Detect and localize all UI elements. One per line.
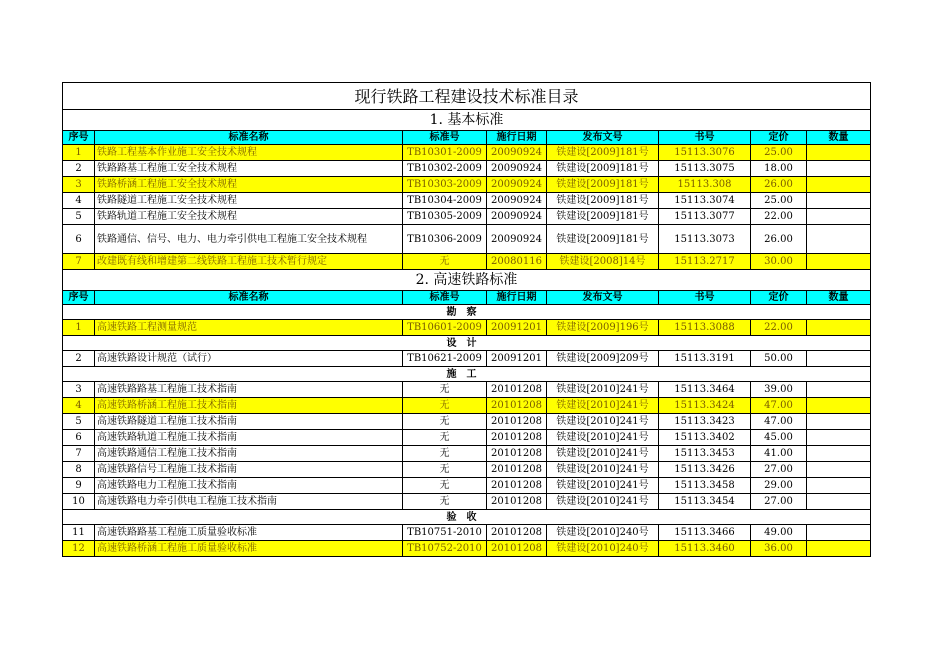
cell-doc[interactable]: 铁建设[2009]181号 [547,225,659,254]
cell-price[interactable]: 45.00 [751,430,807,446]
cell-no[interactable]: 2 [63,351,95,367]
cell-qty[interactable] [807,209,871,225]
cell-code[interactable]: TB10301-2009 [403,145,487,161]
group-label: 验收 [63,510,871,525]
table-row [63,414,871,430]
cell-doc[interactable]: 铁建设[2010]241号 [547,398,659,414]
cell-book[interactable]: 15113.3454 [659,494,751,510]
cell-no[interactable]: 8 [63,462,95,478]
cell-date[interactable]: 20090924 [487,225,547,254]
table-row [63,351,871,367]
section-title-row [63,110,871,131]
table-row [63,193,871,209]
group-label-row [63,510,871,525]
cell-code[interactable]: TB10302-2009 [403,161,487,177]
cell-no[interactable]: 4 [63,398,95,414]
cell-code[interactable]: 无 [403,446,487,462]
cell-name[interactable]: 高速铁路信号工程施工技术指南 [95,462,403,478]
header-row [63,291,871,305]
cell-doc[interactable]: 铁建设[2010]240号 [547,525,659,541]
section-title-row [63,270,871,291]
cell-no[interactable]: 3 [63,382,95,398]
cell-qty[interactable] [807,177,871,193]
header-book: 书号 [659,291,751,305]
header-date: 施行日期 [487,291,547,305]
cell-no[interactable]: 4 [63,193,95,209]
cell-code[interactable]: TB10601-2009 [403,320,487,336]
cell-date[interactable]: 20090924 [487,209,547,225]
cell-price[interactable]: 50.00 [751,351,807,367]
title-row [63,83,871,110]
cell-book[interactable]: 15113.3088 [659,320,751,336]
cell-code[interactable]: 无 [403,382,487,398]
cell-book[interactable]: 15113.3460 [659,541,751,557]
cell-qty[interactable] [807,225,871,254]
group-label-row [63,336,871,351]
cell-price[interactable]: 27.00 [751,462,807,478]
section-title: 1. 基本标准 [63,110,871,131]
cell-qty[interactable] [807,161,871,177]
header-code: 标准号 [403,131,487,145]
cell-price[interactable]: 47.00 [751,398,807,414]
cell-doc[interactable]: 铁建设[2010]241号 [547,382,659,398]
cell-name[interactable]: 高速铁路电力牵引供电工程施工技术指南 [95,494,403,510]
cell-doc[interactable]: 铁建设[2010]241号 [547,478,659,494]
cell-code[interactable]: TB10305-2009 [403,209,487,225]
cell-price[interactable]: 26.00 [751,177,807,193]
cell-name[interactable]: 高速铁路通信工程施工技术指南 [95,446,403,462]
group-label: 施工 [63,367,871,382]
cell-book[interactable]: 15113.308 [659,177,751,193]
section-title: 2. 高速铁路标准 [63,270,871,291]
cell-book[interactable]: 15113.3073 [659,225,751,254]
header-qty: 数量 [807,291,871,305]
cell-book[interactable]: 15113.3075 [659,161,751,177]
cell-code[interactable]: TB10304-2009 [403,193,487,209]
cell-doc[interactable]: 铁建设[2010]241号 [547,494,659,510]
cell-book[interactable]: 15113.3453 [659,446,751,462]
cell-no[interactable]: 7 [63,446,95,462]
cell-price[interactable]: 36.00 [751,541,807,557]
cell-name[interactable]: 高速铁路路基工程施工技术指南 [95,382,403,398]
cell-book[interactable]: 15113.3424 [659,398,751,414]
cell-book[interactable]: 15113.3076 [659,145,751,161]
cell-book[interactable]: 15113.3426 [659,462,751,478]
cell-date[interactable]: 20090924 [487,193,547,209]
cell-date[interactable]: 20091201 [487,320,547,336]
page-title: 现行铁路工程建设技术标准目录 [63,83,871,110]
cell-qty[interactable] [807,541,871,557]
cell-name[interactable]: 高速铁路电力工程施工技术指南 [95,478,403,494]
table-row [63,478,871,494]
table-row [63,254,871,270]
cell-date[interactable]: 20101208 [487,414,547,430]
cell-name[interactable]: 高速铁路隧道工程施工技术指南 [95,414,403,430]
cell-qty[interactable] [807,414,871,430]
header-code: 标准号 [403,291,487,305]
cell-doc[interactable]: 铁建设[2009]181号 [547,161,659,177]
cell-name[interactable]: 高速铁路桥涵工程施工技术指南 [95,398,403,414]
cell-code[interactable]: 无 [403,494,487,510]
cell-book[interactable]: 15113.3423 [659,414,751,430]
cell-qty[interactable] [807,430,871,446]
cell-doc[interactable]: 铁建设[2009]181号 [547,145,659,161]
cell-name[interactable]: 高速铁路设计规范（试行） [95,351,403,367]
cell-date[interactable]: 20101208 [487,462,547,478]
table-row [63,525,871,541]
cell-no[interactable]: 6 [63,225,95,254]
table-row [63,161,871,177]
cell-name[interactable]: 铁路隧道工程施工安全技术规程 [95,193,403,209]
cell-name[interactable]: 高速铁路路基工程施工质量验收标准 [95,525,403,541]
cell-name[interactable]: 铁路路基工程施工安全技术规程 [95,161,403,177]
cell-doc[interactable]: 铁建设[2008]14号 [547,254,659,270]
cell-book[interactable]: 15113.3077 [659,209,751,225]
cell-name[interactable]: 改建既有线和增建第二线铁路工程施工技术暂行规定 [95,254,403,270]
cell-price[interactable]: 22.00 [751,209,807,225]
cell-no[interactable]: 5 [63,209,95,225]
cell-no[interactable]: 7 [63,254,95,270]
cell-doc[interactable]: 铁建设[2009]209号 [547,351,659,367]
header-date: 施行日期 [487,131,547,145]
cell-qty[interactable] [807,462,871,478]
cell-date[interactable]: 20101208 [487,430,547,446]
header-name: 标准名称 [95,131,403,145]
cell-code[interactable]: 无 [403,462,487,478]
cell-code[interactable]: TB10621-2009 [403,351,487,367]
cell-name[interactable]: 高速铁路轨道工程施工技术指南 [95,430,403,446]
table-row [63,225,871,254]
cell-price[interactable]: 25.00 [751,193,807,209]
cell-book[interactable]: 15113.3466 [659,525,751,541]
header-row [63,131,871,145]
cell-no[interactable]: 11 [63,525,95,541]
cell-doc[interactable]: 铁建设[2010]241号 [547,462,659,478]
cell-qty[interactable] [807,193,871,209]
cell-name[interactable]: 铁路工程基本作业施工安全技术规程 [95,145,403,161]
cell-date[interactable]: 20101208 [487,525,547,541]
cell-date[interactable]: 20101208 [487,541,547,557]
cell-price[interactable]: 18.00 [751,161,807,177]
cell-date[interactable]: 20101208 [487,478,547,494]
group-label: 勘察 [63,305,871,320]
cell-name[interactable]: 铁路轨道工程施工安全技术规程 [95,209,403,225]
header-price: 定价 [751,131,807,145]
cell-no[interactable]: 10 [63,494,95,510]
table-row [63,446,871,462]
header-doc: 发布文号 [547,291,659,305]
cell-price[interactable]: 29.00 [751,478,807,494]
table-row [63,541,871,557]
cell-no[interactable]: 6 [63,430,95,446]
standards-table [62,82,871,557]
cell-book[interactable]: 15113.3074 [659,193,751,209]
cell-book[interactable]: 15113.2717 [659,254,751,270]
cell-book[interactable]: 15113.3464 [659,382,751,398]
cell-book[interactable]: 15113.3191 [659,351,751,367]
cell-doc[interactable]: 铁建设[2010]240号 [547,541,659,557]
cell-code[interactable]: TB10303-2009 [403,177,487,193]
cell-price[interactable]: 39.00 [751,382,807,398]
table-row [63,209,871,225]
cell-no[interactable]: 2 [63,161,95,177]
cell-doc[interactable]: 铁建设[2009]181号 [547,209,659,225]
cell-code[interactable]: 无 [403,398,487,414]
cell-qty[interactable] [807,398,871,414]
cell-price[interactable]: 26.00 [751,225,807,254]
cell-price[interactable]: 41.00 [751,446,807,462]
cell-name[interactable]: 铁路通信、信号、电力、电力牵引供电工程施工安全技术规程 [95,225,403,254]
table-row [63,398,871,414]
cell-code[interactable]: TB10752-2010 [403,541,487,557]
cell-qty[interactable] [807,254,871,270]
group-label-row [63,305,871,320]
group-label-row [63,367,871,382]
cell-date[interactable]: 20101208 [487,398,547,414]
cell-date[interactable]: 20090924 [487,177,547,193]
cell-qty[interactable] [807,494,871,510]
cell-name[interactable]: 铁路桥涵工程施工安全技术规程 [95,177,403,193]
cell-doc[interactable]: 铁建设[2009]181号 [547,177,659,193]
cell-no[interactable]: 9 [63,478,95,494]
header-no: 序号 [63,291,95,305]
cell-price[interactable]: 22.00 [751,320,807,336]
cell-price[interactable]: 49.00 [751,525,807,541]
cell-no[interactable]: 1 [63,320,95,336]
cell-price[interactable]: 47.00 [751,414,807,430]
cell-doc[interactable]: 铁建设[2009]181号 [547,193,659,209]
cell-code[interactable]: 无 [403,414,487,430]
cell-date[interactable]: 20090924 [487,161,547,177]
header-price: 定价 [751,291,807,305]
cell-qty[interactable] [807,446,871,462]
cell-date[interactable]: 20091201 [487,351,547,367]
cell-no[interactable]: 3 [63,177,95,193]
cell-doc[interactable]: 铁建设[2009]196号 [547,320,659,336]
cell-code[interactable]: TB10751-2010 [403,525,487,541]
header-book: 书号 [659,131,751,145]
cell-name[interactable]: 高速铁路桥涵工程施工质量验收标准 [95,541,403,557]
cell-doc[interactable]: 铁建设[2010]241号 [547,430,659,446]
cell-price[interactable]: 27.00 [751,494,807,510]
cell-code[interactable]: 无 [403,430,487,446]
spreadsheet [62,82,870,557]
cell-code[interactable]: 无 [403,478,487,494]
table-row [63,430,871,446]
cell-date[interactable]: 20090924 [487,145,547,161]
cell-doc[interactable]: 铁建设[2010]241号 [547,446,659,462]
cell-qty[interactable] [807,351,871,367]
table-row [63,382,871,398]
cell-date[interactable]: 20101208 [487,382,547,398]
header-doc: 发布文号 [547,131,659,145]
table-row [63,177,871,193]
group-label: 设计 [63,336,871,351]
cell-price[interactable]: 25.00 [751,145,807,161]
header-qty: 数量 [807,131,871,145]
cell-date[interactable]: 20101208 [487,446,547,462]
cell-no[interactable]: 12 [63,541,95,557]
cell-book[interactable]: 15113.3402 [659,430,751,446]
table-row [63,145,871,161]
cell-qty[interactable] [807,382,871,398]
table-row [63,320,871,336]
cell-qty[interactable] [807,478,871,494]
cell-no[interactable]: 5 [63,414,95,430]
cell-qty[interactable] [807,320,871,336]
cell-price[interactable]: 30.00 [751,254,807,270]
cell-date[interactable]: 20080116 [487,254,547,270]
cell-doc[interactable]: 铁建设[2010]241号 [547,414,659,430]
cell-no[interactable]: 1 [63,145,95,161]
table-row [63,494,871,510]
cell-name[interactable]: 高速铁路工程测量规范 [95,320,403,336]
header-no: 序号 [63,131,95,145]
cell-qty[interactable] [807,145,871,161]
cell-date[interactable]: 20101208 [487,494,547,510]
cell-qty[interactable] [807,525,871,541]
cell-book[interactable]: 15113.3458 [659,478,751,494]
header-name: 标准名称 [95,291,403,305]
cell-code[interactable]: TB10306-2009 [403,225,487,254]
cell-code[interactable]: 无 [403,254,487,270]
table-row [63,462,871,478]
